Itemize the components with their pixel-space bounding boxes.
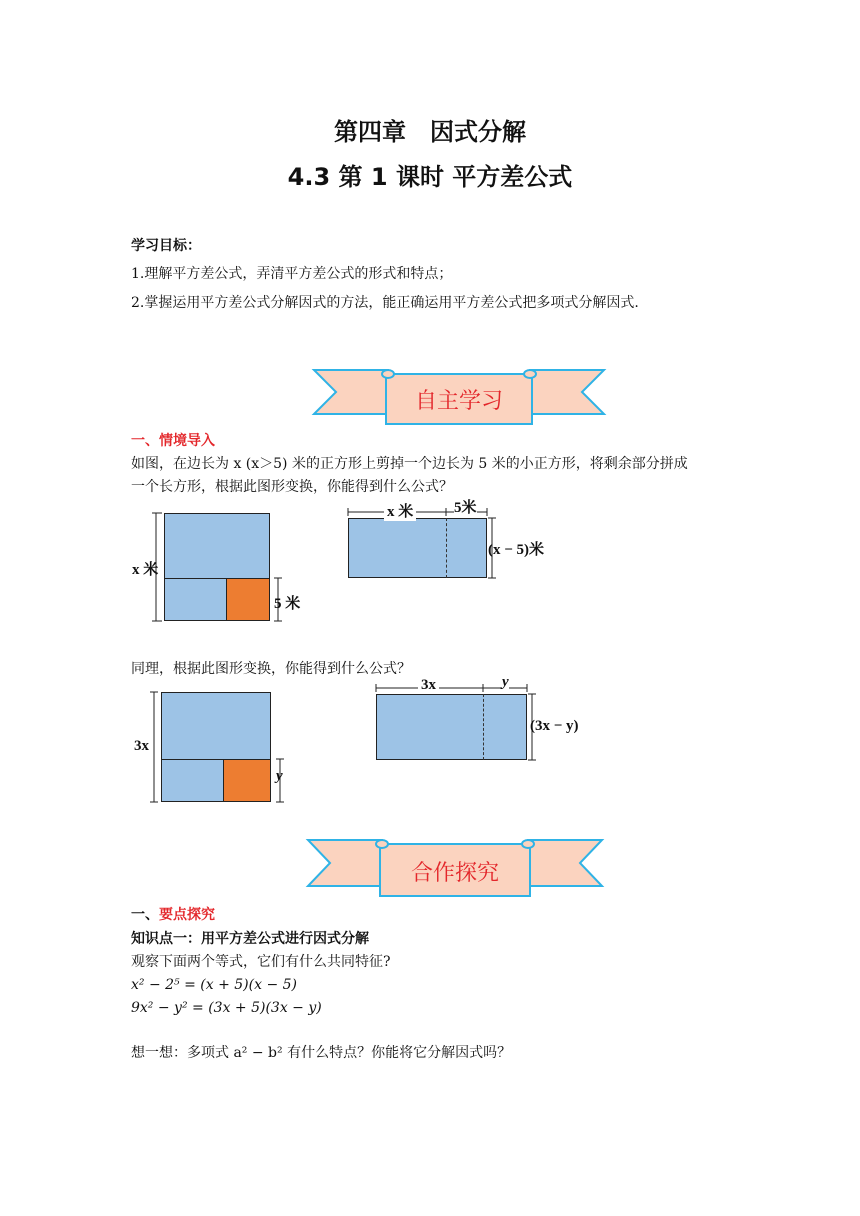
figure2-dimension-lines (120, 688, 320, 806)
equation-2: 9x² − y² = (3x + 5)(3x − y) (131, 1000, 322, 1016)
banner-cooperative-inquiry (308, 836, 602, 900)
banner-self-study-label: 自主学习 (414, 389, 504, 414)
objectives-heading: 学习目标： (131, 238, 201, 254)
observe-prompt: 观察下面两个等式，它们有什么共同特征? (131, 954, 391, 970)
figure1-rect-top-long-label: x 米 (384, 500, 416, 521)
figure2-rect-top-long-label: 3x (418, 677, 439, 694)
chapter-title: 第四章 因式分解 (334, 118, 526, 146)
knowledge-point-1: 知识点一：用平方差公式进行因式分解 (131, 931, 369, 947)
figure1-left-label: x 米 (132, 562, 159, 578)
equation-1: x² − 2⁵ = (x + 5)(x − 5) (131, 977, 298, 993)
figure2-rect-right-label: (3x − y) (530, 718, 579, 734)
figure1-small-label: 5 米 (274, 596, 301, 612)
section2-heading-prefix: 一、 (131, 907, 159, 923)
figure2-rectangle (368, 674, 598, 766)
section1-paragraph-line1: 如图，在边长为 x (x＞5) 米的正方形上剪掉一个边长为 5 米的小正方形，将剩余部分拼成 (131, 456, 688, 472)
figure2-square (120, 688, 320, 806)
think-prompt: 想一想：多项式 a² − b² 有什么特点？你能将它分解因式吗？ (131, 1045, 512, 1061)
figure1-rect-top-short-label: 5米 (454, 496, 477, 517)
ribbon-banner-icon (314, 366, 604, 426)
section2-heading (131, 905, 215, 925)
lesson-title: 4.3 第 1 课时 平方差公式 (287, 163, 573, 191)
section1-paragraph-line2: 一个长方形，根据此图形变换，你能得到什么公式？ (131, 479, 453, 495)
figure2-small-label: y (276, 768, 283, 784)
figure1-square (120, 508, 320, 626)
figure1-rectangle (340, 498, 560, 584)
ribbon-banner-icon (308, 836, 602, 900)
banner-cooperative-inquiry-label: 合作探究 (410, 861, 500, 886)
section2-heading-text: 要点探究 (159, 907, 215, 923)
objective-item-1: 1.理解平方差公式，弄清平方差公式的形式和特点； (131, 266, 453, 282)
figure2-rect-top-short-label: y (502, 674, 509, 690)
figure2-left-label: 3x (134, 738, 149, 754)
section1-same-reason: 同理，根据此图形变换，你能得到什么公式？ (131, 661, 411, 677)
section1-heading: 一、情境导入 (131, 433, 215, 449)
banner-self-study (314, 366, 604, 426)
objective-item-2: 2.掌握运用平方差公式分解因式的方法，能正确运用平方差公式把多项式分解因式. (131, 295, 639, 311)
figure1-rect-right-label: (x − 5)米 (488, 542, 545, 558)
